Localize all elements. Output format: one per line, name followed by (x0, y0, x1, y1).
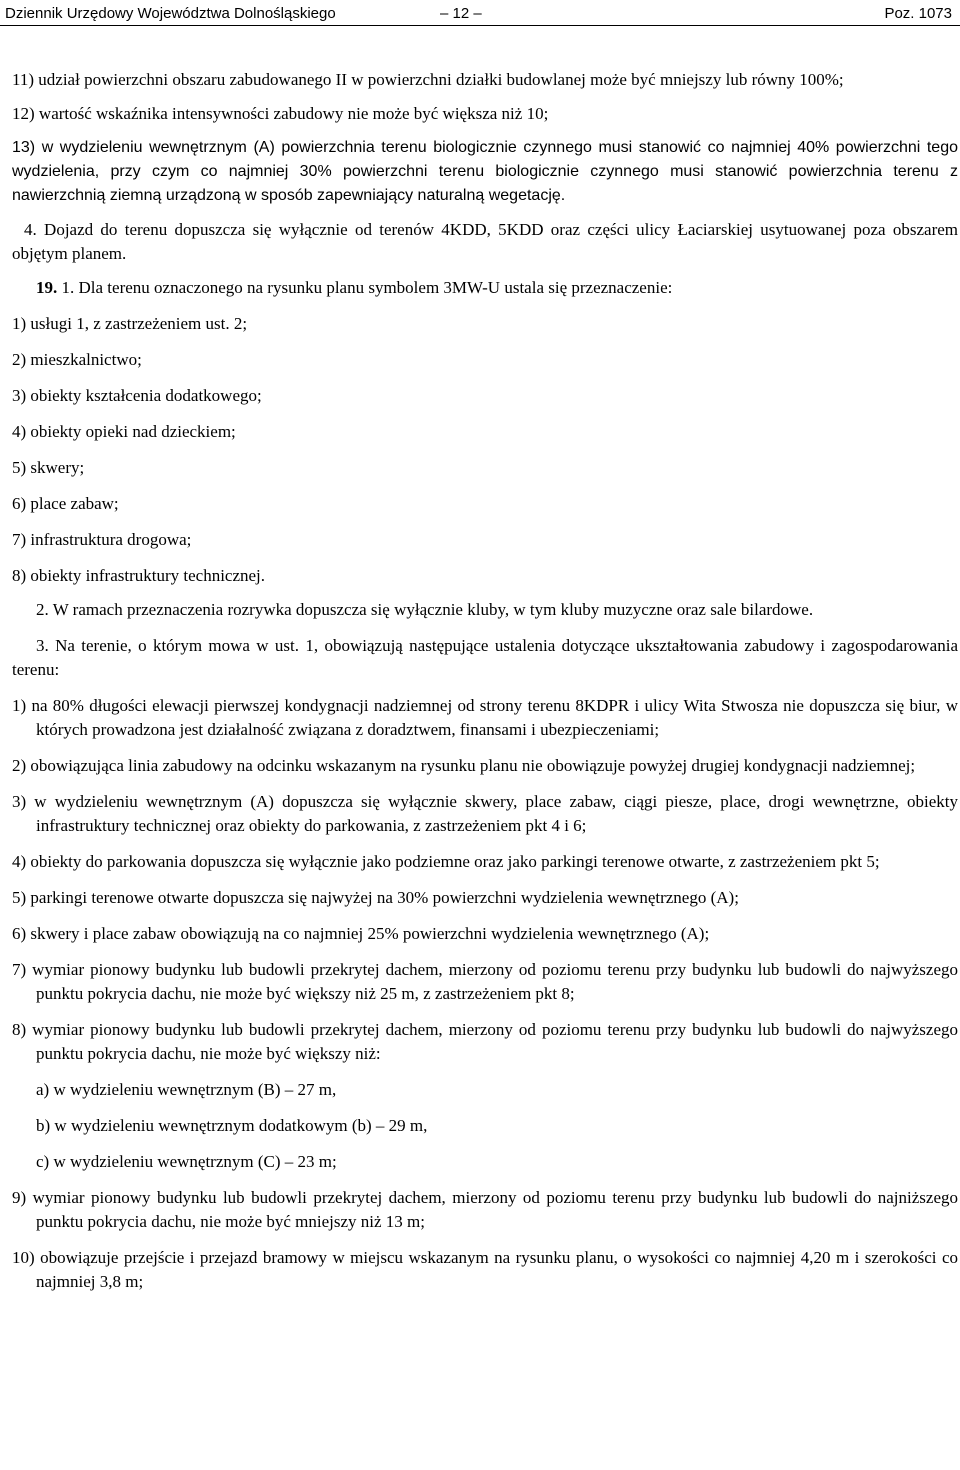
list-item: 7) infrastruktura drogowa; (12, 530, 192, 549)
document-body (12, 68, 958, 1294)
list-item: 7) wymiar pionowy budynku lub budowli przekrytej dachem, mierzony od poziomu terenu przy budynku lub budowli do najwyższego punktu pokrycia dachu, nie może być większy niż 25 m, z zastrzeżeniem pkt 8; (12, 960, 958, 1003)
list-item: 3) obiekty kształcenia dodatkowego; (12, 386, 262, 405)
list-item: 5) skwery; (12, 458, 85, 477)
section-19-text: 1. Dla terenu oznaczonego na rysunku planu symbolem 3MW-U ustala się przeznaczenie: (57, 278, 673, 297)
list-item: 5) parkingi terenowe otwarte dopuszcza się najwyżej na 30% powierzchni wydzielenia wewnętrznego (A); (12, 888, 739, 907)
list-item: c) w wydzieleniu wewnętrznym (C) – 23 m; (36, 1152, 337, 1171)
designation-list (12, 312, 958, 588)
section-19-intro (12, 276, 958, 300)
list-item: 6) place zabaw; (12, 494, 119, 513)
list-item: 9) wymiar pionowy budynku lub budowli przekrytej dachem, mierzony od poziomu terenu przy budynku lub budowli do najniższego punktu pokrycia dachu, nie może być mniejszy niż 13 m; (12, 1188, 958, 1231)
page-header (0, 0, 960, 26)
list-item: 6) skwery i place zabaw obowiązują na co najmniej 25% powierzchni wydzielenia wewnętrznego (A); (12, 924, 710, 943)
list-item: 2) mieszkalnictwo; (12, 350, 142, 369)
list-item: 2) obowiązująca linia zabudowy na odcinku wskazanym na rysunku planu nie obowiązuje powyżej drugiej kondygnacji nadziemnej; (12, 756, 916, 775)
section-19-number: 19. (36, 278, 58, 297)
list-item: 10) obowiązuje przejście i przejazd bramowy w miejscu wskazanym na rysunku planu, o wysokości co najmniej 4,20 m i szerokości co najmniej 3,8 m; (12, 1248, 958, 1291)
regulations-list (12, 694, 958, 1066)
position-number: Poz. 1073 (884, 5, 952, 22)
paragraph-2: 2. W ramach przeznaczenia rozrywka dopuszcza się wyłącznie kluby, w tym kluby muzyczne oraz sale bilardowe. (36, 600, 814, 619)
list-item: 8) obiekty infrastruktury technicznej. (12, 566, 266, 585)
regulations-list-continued (12, 1186, 958, 1294)
page-number: – 12 – (440, 5, 482, 22)
list-item: a) w wydzieleniu wewnętrznym (B) – 27 m, (36, 1080, 337, 1099)
list-item: 1) na 80% długości elewacji pierwszej kondygnacji nadziemnej od strony terenu 8KDPR i ulicy Wita Stwosza nie dopuszcza się biur, w których prowadzona jest działalność związana z doradztwem, finansami i ubezpieczeniami; (12, 696, 958, 739)
header-rule (0, 25, 960, 26)
list-item: 1) usługi 1, z zastrzeżeniem ust. 2; (12, 314, 248, 333)
item-13: 13) w wydzieleniu wewnętrznym (A) powierzchnia terenu biologicznie czynnego musi stanowić co najmniej 40% powierzchni tego wydzielenia, przy czym co najmniej 30% powierzchni terenu biologicznie czynnego musi stanowić powierzchnia terenu z nawierzchnią ziemną urządzoną w sposób zapewniający naturalną wegetację. (12, 139, 958, 204)
list-item: 3) w wydzieleniu wewnętrznym (A) dopuszcza się wyłącznie skwery, place zabaw, ciągi piesze, place, drogi wewnętrzne, obiekty infrastruktury technicznej oraz obiekty do parkowania, z zastrzeżeniem pkt 4 i 6; (12, 792, 958, 835)
list-item: b) w wydzieleniu wewnętrznym dodatkowym (b) – 29 m, (36, 1116, 428, 1135)
list-item: 8) wymiar pionowy budynku lub budowli przekrytej dachem, mierzony od poziomu terenu przy budynku lub budowli do najwyższego punktu pokrycia dachu, nie może być większy niż: (12, 1020, 958, 1063)
item-12: 12) wartość wskaźnika intensywności zabudowy nie może być większa niż 10; (12, 104, 549, 123)
item-11: 11) udział powierzchni obszaru zabudowanego II w powierzchni działki budowlanej może być mniejszy lub równy 100%; (12, 70, 844, 89)
list-item: 4) obiekty opieki nad dzieckiem; (12, 422, 236, 441)
paragraph-3: 3. Na terenie, o którym mowa w ust. 1, obowiązują następujące ustalenia dotyczące ukształtowania zabudowy i zagospodarowania terenu: (12, 636, 958, 679)
height-sublist (12, 1078, 958, 1174)
journal-title: Dziennik Urzędowy Województwa Dolnośląskiego (5, 5, 336, 22)
paragraph-4: 4. Dojazd do terenu dopuszcza się wyłącznie od terenów 4KDD, 5KDD oraz części ulicy Łaciarskiej usytuowanej poza obszarem objętym planem. (12, 220, 958, 263)
list-item: 4) obiekty do parkowania dopuszcza się wyłącznie jako podziemne oraz jako parkingi terenowe otwarte, z zastrzeżeniem pkt 5; (12, 852, 880, 871)
